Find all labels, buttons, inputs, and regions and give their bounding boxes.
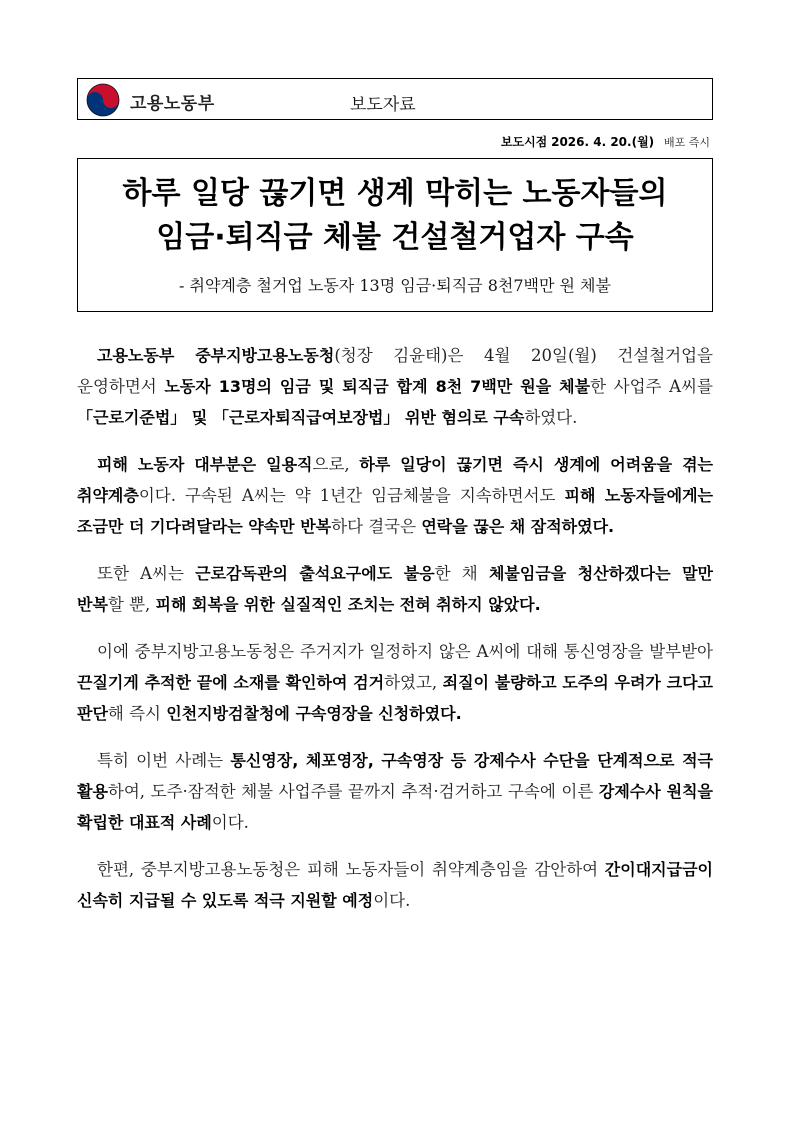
body-paragraph: [77, 449, 713, 542]
body-text-run: 하였다.: [524, 408, 578, 427]
emphasized-text: 죄질이 불량하고 도주의 우려가 크다고 판단: [77, 673, 714, 723]
headline: [78, 159, 712, 260]
body-text-run: 이다.: [373, 891, 411, 910]
emphasized-text: 노동자 13명의 임금 및 퇴직금 합계 8천 7백만 원을 체불: [164, 377, 591, 396]
emphasized-text: 하루 일당이 끊기면 즉시 생계에 어려움을 겪는 취약계층: [77, 455, 714, 505]
body-paragraph: [77, 636, 713, 729]
body-text-run: 이다.: [211, 813, 249, 832]
doc-type-label: 보도자료: [350, 95, 416, 115]
body-text-run: 이다. 구속된 A씨는 약 1년간 임금체불을 지속하면서도: [138, 486, 565, 505]
emphasized-text: 간이대지급금이 신속히 지급될 수 있도록 적극 지원할 예정: [77, 860, 713, 910]
emphasized-text: 피해 회복을 위한 실질적인 조치는 전혀 취하지 않았다.: [155, 595, 541, 614]
emphasized-text: 끈질기게 추적한 끝에 소재를 확인하여 검거: [77, 673, 385, 692]
distribution-note: 배포 즉시: [663, 136, 710, 149]
body-text-run: 한편, 중부지방고용노동청은 피해 노동자들이 취약계층임을 감안하여: [97, 860, 605, 879]
release-timing: [501, 133, 710, 150]
body-text-run: 한 사업주 A씨를: [590, 377, 713, 396]
ministry-logo-icon: [86, 83, 120, 117]
headline-line-1: 하루 일당 끊기면 생계 막히는 노동자들의: [122, 176, 668, 211]
body-paragraph: [77, 340, 713, 433]
emphasized-text: 고용노동부 중부지방고용노동청: [97, 346, 335, 365]
body-text: [77, 340, 713, 932]
body-text-run: 한 채: [434, 564, 489, 583]
title-box: [77, 158, 713, 312]
emphasized-text: 연락을 끊은 채 잠적하였다.: [421, 517, 615, 536]
body-text-run: 할 뿐,: [107, 595, 156, 614]
body-text-run: 하였고,: [384, 673, 443, 692]
emphasized-text: 피해 노동자 대부분은 일용직: [97, 455, 313, 474]
emphasized-text: 피해 노동자들에게는 조금만 더 기다려달라는 약속만 반복: [77, 486, 713, 536]
body-text-run: 하다 결국은: [331, 517, 422, 536]
body-text-run: 해 즉시: [107, 704, 167, 723]
subheadline: - 취약계층 철거업 노동자 13명 임금·퇴직금 8천7백만 원 체불: [179, 276, 611, 295]
emphasized-text: 체불임금을 청산하겠다는 말만 반복: [77, 564, 713, 614]
release-date: 2026. 4. 20.(월): [551, 135, 655, 149]
org-name: 고용노동부: [130, 94, 215, 114]
emphasized-text: 강제수사 원칙을 확립한 대표적 사례: [77, 782, 714, 832]
body-text-run: 하여, 도주·잠적한 체불 사업주를 끝까지 추적·검거하고 구속에 이른: [107, 782, 599, 801]
body-text-run: (청장 김윤태)은 4월 20일(월) 건설철거업을 운영하면서: [77, 346, 713, 396]
body-paragraph: [77, 745, 713, 838]
body-text-run: 특히 이번 사례는: [97, 751, 231, 770]
headline-line-2: 임금·퇴직금 체불 건설철거업자 구속: [156, 220, 634, 255]
body-text-run: 또한 A씨는: [97, 564, 196, 583]
header-box: [77, 78, 713, 120]
body-paragraph: [77, 854, 713, 916]
body-text-run: 으로,: [312, 455, 360, 474]
release-label: 보도시점: [500, 135, 548, 149]
emphasized-text: 통신영장, 체포영장, 구속영장 등 강제수사 수단을 단계적으로 적극 활용: [77, 751, 713, 801]
emphasized-text: 인천지방검찰청에 구속영장을 신청하였다.: [166, 704, 462, 723]
body-text-run: 이에 중부지방고용노동청은 주거지가 일정하지 않은 A씨에 대해 통신영장을 발부받아: [97, 642, 713, 661]
body-paragraph: [77, 558, 713, 620]
emphasized-text: 근로감독관의 출석요구에도 불응: [195, 564, 435, 583]
emphasized-text: 「근로기준법」 및 「근로자퇴직급여보장법」 위반 혐의로 구속: [77, 408, 525, 427]
